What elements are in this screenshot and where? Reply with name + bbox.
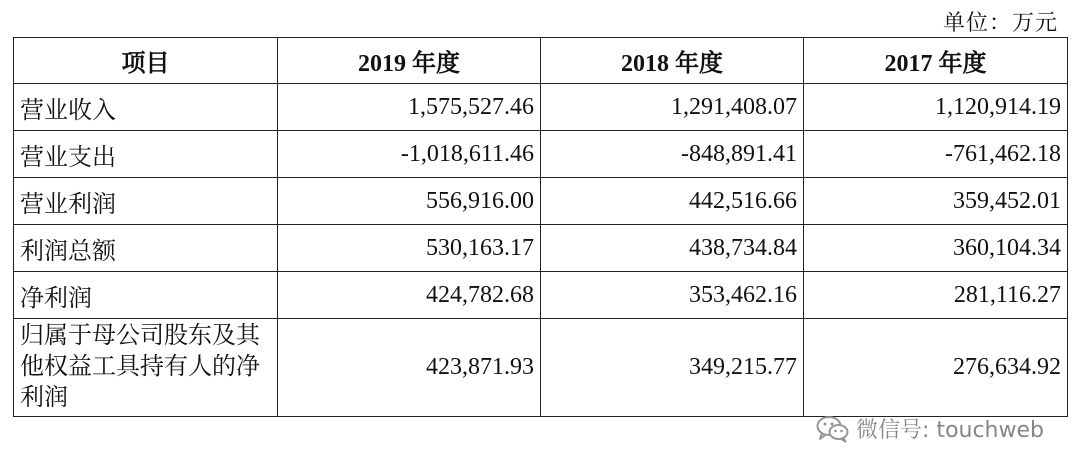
row-label: 净利润 — [14, 272, 278, 319]
unit-label: 单位：万元 — [942, 10, 1058, 35]
table-row — [14, 272, 1068, 319]
cell-2017: 276,634.92 — [804, 319, 1068, 417]
cell-2019: 530,163.17 — [278, 225, 541, 272]
row-label: 营业利润 — [14, 178, 278, 225]
cell-2018: -848,891.41 — [541, 131, 804, 178]
watermark-text: 微信号: touchweb — [856, 418, 1044, 443]
header-2017: 2017 年度 — [804, 38, 1068, 84]
header-item: 项目 — [14, 38, 278, 84]
cell-2019: 424,782.68 — [278, 272, 541, 319]
financial-table — [13, 37, 1068, 417]
header-2018: 2018 年度 — [541, 38, 804, 84]
row-label: 归属于母公司股东及其他权益工具持有人的净利润 — [14, 319, 278, 417]
cell-2017: 359,452.01 — [804, 178, 1068, 225]
cell-2017: 1,120,914.19 — [804, 84, 1068, 131]
cell-2018: 349,215.77 — [541, 319, 804, 417]
cell-2018: 442,516.66 — [541, 178, 804, 225]
table-row — [14, 178, 1068, 225]
wechat-icon — [816, 415, 850, 443]
table-row — [14, 319, 1068, 417]
cell-2018: 438,734.84 — [541, 225, 804, 272]
row-label: 利润总额 — [14, 225, 278, 272]
table-row — [14, 84, 1068, 131]
cell-2017: 360,104.34 — [804, 225, 1068, 272]
table-row — [14, 225, 1068, 272]
cell-2017: 281,116.27 — [804, 272, 1068, 319]
cell-2018: 353,462.16 — [541, 272, 804, 319]
cell-2019: 556,916.00 — [278, 178, 541, 225]
cell-2019: 423,871.93 — [278, 319, 541, 417]
cell-2019: 1,575,527.46 — [278, 84, 541, 131]
row-label: 营业支出 — [14, 131, 278, 178]
cell-2019: -1,018,611.46 — [278, 131, 541, 178]
watermark — [816, 413, 1044, 444]
cell-2017: -761,462.18 — [804, 131, 1068, 178]
cell-2018: 1,291,408.07 — [541, 84, 804, 131]
table-header-row — [14, 38, 1068, 84]
row-label: 营业收入 — [14, 84, 278, 131]
table-row — [14, 131, 1068, 178]
header-2019: 2019 年度 — [278, 38, 541, 84]
